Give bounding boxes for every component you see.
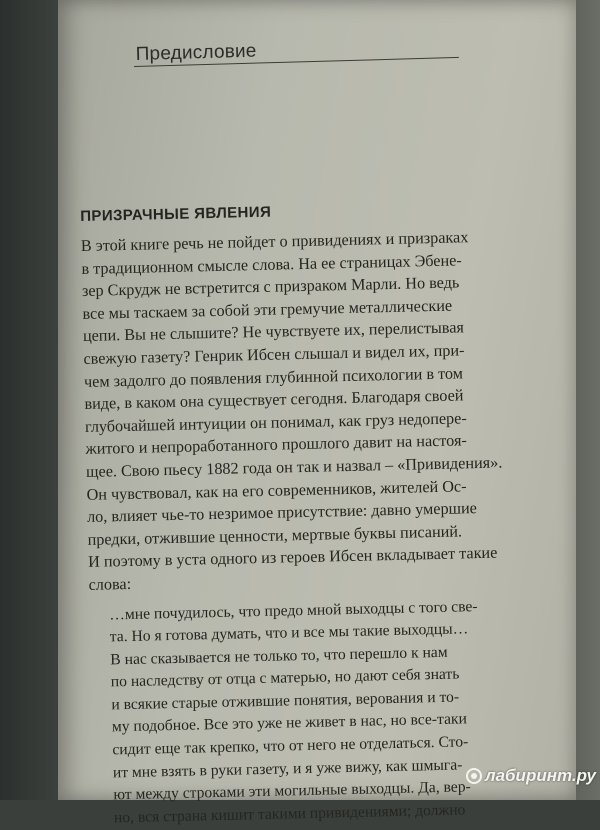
block-quote (89, 595, 490, 830)
quote-line: та. Но я готова думать, что и все мы такие выходцы… (109, 620, 469, 646)
paragraph-line: ло, влияет чье-то незримое присутствие: давно умершие (86, 499, 478, 527)
paragraph-line: предки, отжившие ценности, мертвые буквы писаний. (87, 522, 463, 549)
quote-line: сидит еще так крепко, что от него не отделаться. Сто- (112, 733, 469, 759)
paragraph-line: щее. Свою пьесу 1882 года он так и назвал – «Привидения». (85, 453, 503, 481)
running-header-title: Предисловие (135, 40, 257, 66)
body-paragraph (80, 226, 503, 596)
watermark-text: лабиринт.ру (485, 766, 596, 785)
paragraph-line: Он чувствовал, как на его современников, жителей Ос- (86, 476, 467, 504)
quote-line: В нас сказывается не только то, что перешло к нам (110, 643, 448, 669)
labirint-watermark (466, 766, 596, 786)
paragraph-line: виде, в каком она существует сегодня. Благодаря своей (84, 386, 464, 414)
paragraph-line: цепи. Вы не слышите? Не чувствуете их, перелистывая (82, 318, 465, 346)
paragraph-line: житого и непроработанного прошлого давит на настоя- (85, 431, 468, 459)
page-text-block (80, 196, 503, 830)
section-heading: ПРИЗРАЧНЫЕ ЯВЛЕНИЯ (80, 203, 272, 225)
labirint-logo-icon (466, 768, 482, 784)
paragraph-line: глубочайшей интуиции он понимал, как груз недопере- (84, 409, 467, 436)
paragraph-line: чем задолго до появления глубинной психологии в том (83, 363, 464, 391)
paragraph-line: И поэтому в уста одного из героев Ибсен вкладывает такие (87, 543, 498, 572)
quote-line: …мне почудилось, что предо мной выходцы с того све- (109, 597, 478, 623)
paragraph-line: все мы таскаем за собой эти гремучие металлические (82, 296, 453, 323)
quote-line: и всякие старые отжившие понятия, верования и то- (111, 688, 460, 714)
paragraph-line: свежую газету? Генрик Ибсен слышал и видел их, при- (83, 341, 465, 368)
paragraph-line: в традиционном смысле слова. На ее страницах Эбене- (81, 250, 462, 278)
quote-line: ют между строками эти могильные выходцы. Да, вер- (113, 778, 471, 804)
paragraph-line: В этой книге речь не пойдет о привидениях и призраках (80, 228, 469, 255)
quote-line: но, вся страна кишит такими привидениями; должно (113, 801, 466, 827)
paragraph-line: слова: (88, 574, 132, 594)
quote-line: ит мне взять в руки газету, и я уже вижу, как шмыга- (112, 756, 463, 782)
quote-line: по наследству от отца с матерью, но дают себя знать (110, 665, 460, 691)
quote-line: му подобное. Все это уже не живет в нас, но все-таки (111, 710, 468, 736)
paragraph-line: зер Скрудж не встретится с призраком Марли. Но ведь (81, 273, 460, 301)
